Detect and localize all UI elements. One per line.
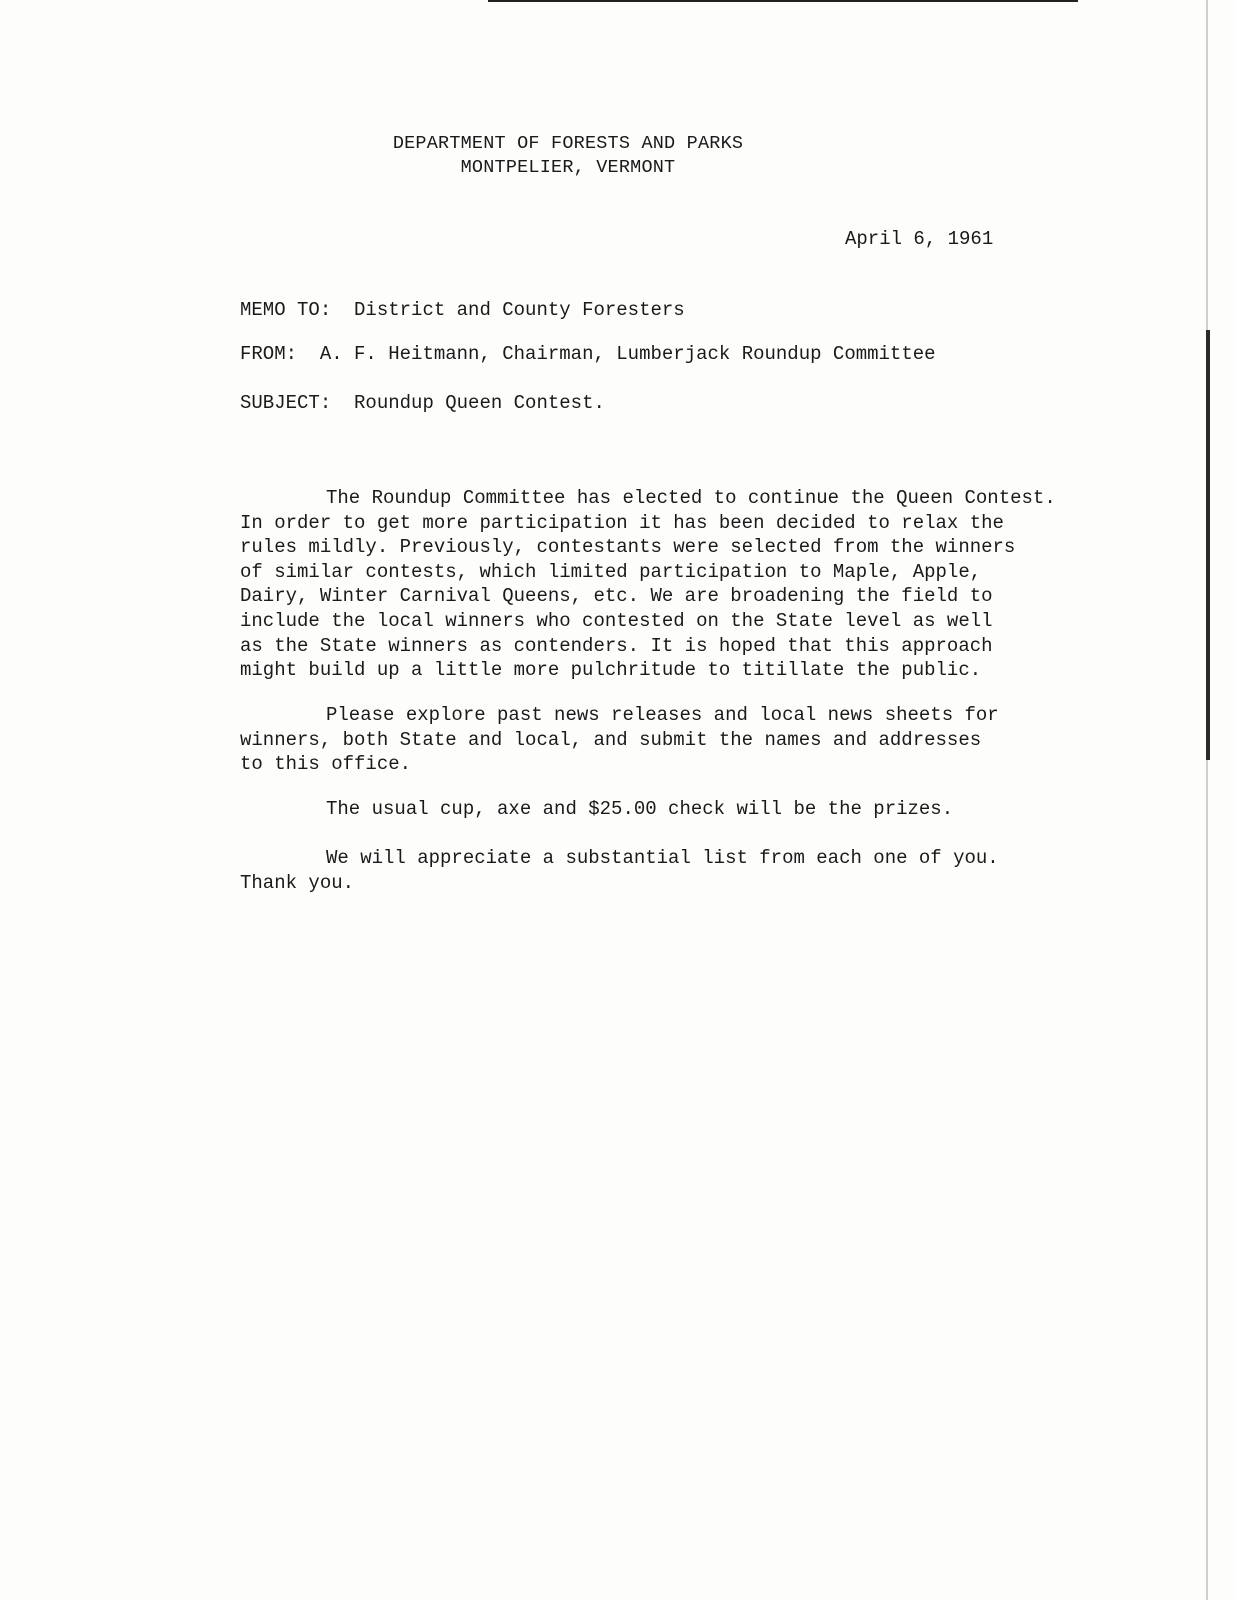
paragraph-line: We will appreciate a substantial list from each one of you. xyxy=(326,847,999,869)
scan-margin-mark xyxy=(1206,330,1210,760)
body-paragraph-4 xyxy=(240,846,1110,895)
memo-from-value: A. F. Heitmann, Chairman, Lumberjack Roundup Committee xyxy=(319,343,936,365)
paragraph-line: The usual cup, axe and $25.00 check will be the prizes. xyxy=(326,798,954,820)
body-paragraph-1 xyxy=(240,486,1110,683)
paragraph-line: include the local winners who contested on the State level as well xyxy=(240,609,993,632)
paragraph-line: In order to get more participation it has been decided to relax the xyxy=(240,511,1004,534)
body-paragraph-2 xyxy=(240,703,1110,777)
memo-to-line xyxy=(240,299,685,321)
memo-from-line xyxy=(240,343,936,365)
scan-top-edge xyxy=(488,0,1078,5)
memo-to-label: MEMO TO: xyxy=(240,299,332,321)
paragraph-line: Dairy, Winter Carnival Queens, etc. We are broadening the field to xyxy=(240,585,993,608)
scan-right-edge xyxy=(1206,0,1208,1600)
paragraph-line: to this office. xyxy=(240,753,412,776)
paragraph-line: Thank you. xyxy=(240,871,355,894)
memo-to-value: District and County Foresters xyxy=(354,299,685,321)
letterhead-department: DEPARTMENT OF FORESTS AND PARKS xyxy=(392,133,744,154)
paragraph-line: winners, both State and local, and submit the names and addresses xyxy=(240,728,982,751)
memo-from-label: FROM: xyxy=(240,343,298,365)
paragraph-line: of similar contests, which limited participation to Maple, Apple, xyxy=(240,560,982,583)
memo-date: April 6, 1961 xyxy=(845,228,994,250)
letterhead-location: MONTPELIER, VERMONT xyxy=(460,157,676,178)
paragraph-line: as the State winners as contenders. It is hoped that this approach xyxy=(240,634,993,657)
memo-subject-label: SUBJECT: xyxy=(240,392,332,414)
paragraph-line: rules mildly. Previously, contestants were selected from the winners xyxy=(240,536,1016,559)
memo-subject-value: Roundup Queen Contest. xyxy=(354,392,605,414)
memo-subject-line xyxy=(240,392,605,414)
paragraph-line: The Roundup Committee has elected to continue the Queen Contest. xyxy=(326,487,1056,509)
body-paragraph-3 xyxy=(240,797,1110,822)
paragraph-line: might build up a little more pulchritude to titillate the public. xyxy=(240,659,982,682)
paragraph-line: Please explore past news releases and local news sheets for xyxy=(326,704,999,726)
